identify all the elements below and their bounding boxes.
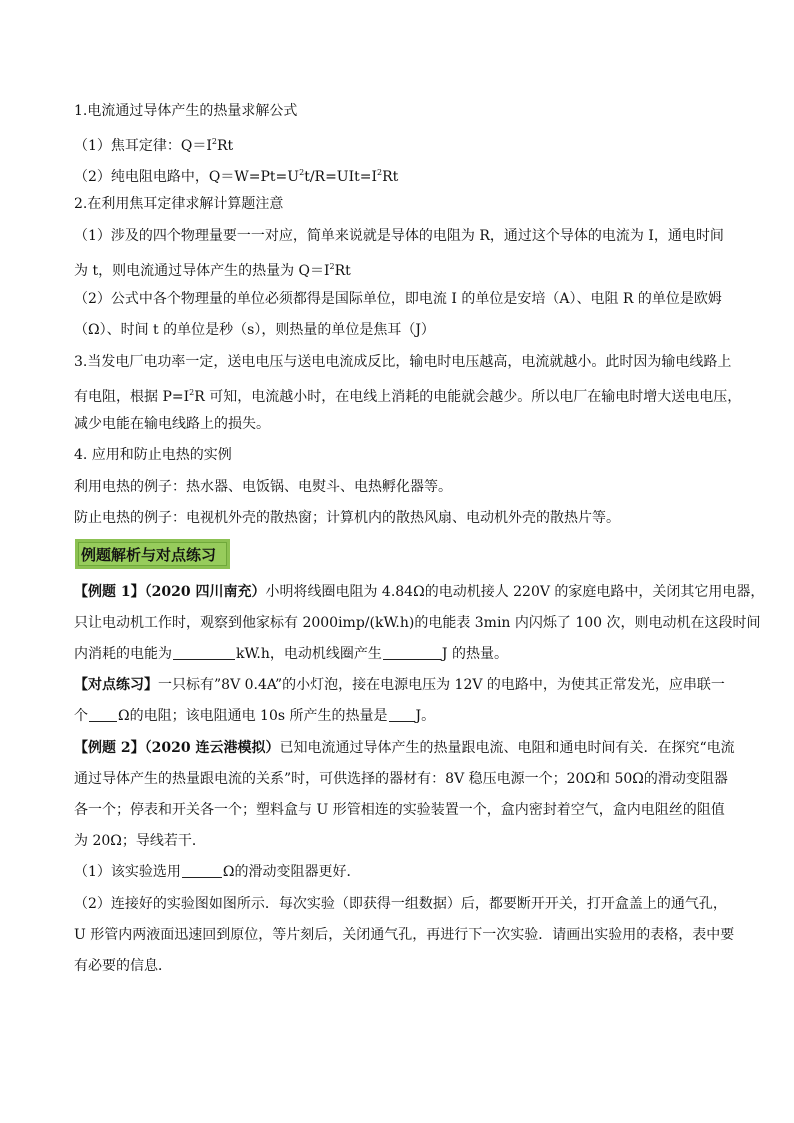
note-1-line-a: （1）涉及的四个物理量要一一对应，简单来说就是导体的电阻为 R，通过这个导体的电流为 I，通电时间 <box>74 228 724 244</box>
example-1-line-b: 只让电动机工作时，观察到他家标有 2000imp/(kW.h)的电能表 3min 内闪烁了 100 次，则电动机在这段时间 <box>74 615 761 631</box>
example-2-line-a: 【例题 2】（2020 连云港模拟）已知电流通过导体产生的热量跟电流、电阻和通电时间有关．在探究“电流 <box>74 740 735 756</box>
note-2-line-a: （2）公式中各个物理量的单位必须都得是国际单位，即电流 I 的单位是安培（A）、电阻 R 的单位是欧姆 <box>74 291 722 307</box>
section-badge-label: 例题解析与对点练习 <box>81 546 217 564</box>
practice-tag: 【对点练习】 <box>74 677 158 693</box>
section-4-title: 4. 应用和防止电热的实例 <box>74 447 232 463</box>
example-1-tag: 【例题 1】（2020 四川南充） <box>74 584 266 600</box>
section-3-line-a: 3.当发电厂电功率一定，送电电压与送电电流成反比，输电时电压越高，电流就越小。此时因为输电线路上 <box>74 354 732 370</box>
joule-law-line: （1）焦耳定律：$Q=I^2Rt$ <box>74 137 234 154</box>
example-2-question-2-c: 有必要的信息． <box>74 958 172 974</box>
note-1-line-b: 为 t，则电流通过导体产生的热量为 $Q=I^2Rt$ <box>74 262 351 279</box>
example-2-line-d: 为 20Ω；导线若干． <box>74 833 206 849</box>
example-2-line-b: 通过导体产生的热量跟电流的关系”时，可供选择的器材有：8V 稳压电源一个；20Ω和 50Ω的滑动变阻器 <box>74 771 728 787</box>
prevent-examples: 防止电热的例子：电视机外壳的散热窗；计算机内的散热风扇、电动机外壳的散热片等。 <box>74 510 620 526</box>
example-1-line-a: 【例题 1】（2020 四川南充）小明将线圈电阻为 4.84Ω的电动机接人 220V 的家庭电路中，关闭其它用电器， <box>74 584 765 600</box>
example-1-line-c: 内消耗的电能为 kW.h，电动机线圈产生 J 的热量。 <box>74 646 508 662</box>
example-2-line-c: 各一个；停表和开关各一个；塑料盒与 U 形管相连的实验装置一个，盒内密封着空气，盒内电阻丝的阻值 <box>74 802 725 818</box>
example-2-question-2-b: U 形管内两液面迅速回到原位，等片刻后，关闭通气孔，再进行下一次实验．请画出实验用的表格，表中要 <box>74 927 735 943</box>
use-examples: 利用电热的例子：热水器、电饭锅、电熨斗、电热孵化器等。 <box>74 479 452 495</box>
answer-blank[interactable] <box>182 863 222 878</box>
example-2-question-2-a: （2）连接好的实验图如图所示．每次实验（即获得一组数据）后，都要断开开关，打开盒盖上的通气孔， <box>74 896 727 912</box>
answer-blank[interactable] <box>389 707 415 722</box>
example-2-tag: 【例题 2】（2020 连云港模拟） <box>74 740 280 756</box>
answer-blank[interactable] <box>383 645 441 660</box>
section-3-line-c: 减少电能在输电线路上的损失。 <box>74 416 270 432</box>
section-badge <box>75 539 230 569</box>
pure-resistance-line: （2）纯电阻电路中，$Q=W=Pt=U^2t/R=UIt=I^2Rt$ <box>74 168 399 185</box>
section-3-line-b: 有电阻，根据 $P=I^2R$ 可知，电流越小时，在电线上消耗的电能就会越少。所以电厂在输电时增大送电电压， <box>74 388 742 405</box>
note-2-line-b: （Ω）、时间 t 的单位是秒（s），则热量的单位是焦耳（J） <box>74 322 435 338</box>
answer-blank[interactable] <box>89 707 117 722</box>
section-1-title: 1.电流通过导体产生的热量求解公式 <box>74 103 298 119</box>
example-2-question-1: （1）该实验选用 Ω的滑动变阻器更好． <box>74 864 361 880</box>
practice-line-b: 个 Ω的电阻；该电阻通电 10s 所产生的热量是 J。 <box>74 708 436 724</box>
practice-line-a: 【对点练习】一只标有”8V 0.4A”的小灯泡，接在电源电压为 12V 的电路中，为使其正常发光，应串联一 <box>74 677 725 693</box>
section-2-title: 2.在利用焦耳定律求解计算题注意 <box>74 196 284 212</box>
answer-blank[interactable] <box>173 645 235 660</box>
